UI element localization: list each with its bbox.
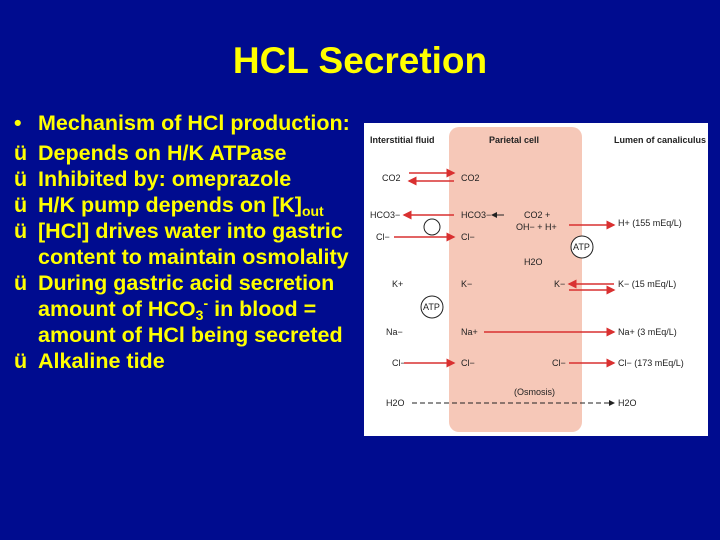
list-item: ü During gastric acid secretion amount of $HCO_3^-$ in blood = amount of HCl being secreted (14, 271, 343, 347)
co2-cell: CO2 (461, 173, 480, 183)
h2o-cell: H2O (524, 257, 543, 267)
k-interstitial: K+ (392, 279, 404, 289)
list-item: ü [HCl] drives water into gastric content to maintain osmolality (14, 219, 349, 269)
cl2-interstitial: Cl− (392, 358, 406, 368)
list-item: ü Depends on H/K ATPase (14, 141, 287, 165)
check-icon: ü (14, 167, 28, 191)
main-bullet-text: Mechanism of HCl production: (38, 111, 350, 135)
bullet-marker: • (14, 111, 22, 135)
list-item: ü Alkaline tide (14, 349, 165, 373)
reaction-bottom: OH− + H+ (516, 222, 557, 232)
h2o-interstitial: H2O (386, 398, 405, 408)
check-icon: ü (14, 349, 28, 373)
list-item: ü H/K pump depends on $[K]_{out}$ (14, 193, 324, 219)
cl2-cell-2: Cl− (552, 358, 566, 368)
hco3-interstitial: HCO3− (370, 210, 401, 220)
anion-exchanger (424, 219, 440, 235)
parietal-cell-diagram (364, 123, 708, 436)
check-icon: ü (14, 219, 28, 243)
na-interstitial: Na− (386, 327, 403, 337)
k-lumen: K− (15 mEq/L) (618, 279, 677, 289)
cl-cell: Cl− (461, 232, 475, 242)
k-cell: K− (461, 279, 473, 289)
cl-interstitial: Cl− (376, 232, 390, 242)
header-interstitial: Interstitial fluid (370, 135, 435, 145)
atp-pump2-label: ATP (423, 302, 440, 312)
h-lumen: H+ (155 mEq/L) (618, 218, 682, 228)
reaction-top: CO2 + (524, 210, 551, 220)
header-lumen: Lumen of canaliculus (614, 135, 707, 145)
bullet-list (14, 110, 384, 374)
k-cell-2: K− (554, 279, 566, 289)
osmosis-label: (Osmosis) (514, 387, 555, 397)
check-icon: ü (14, 271, 28, 295)
na-lumen: Na+ (3 mEq/L) (618, 327, 677, 337)
atp-pump-label: ATP (573, 242, 590, 252)
check-icon: ü (14, 141, 28, 165)
na-cell: Na+ (461, 327, 478, 337)
hco3-cell: HCO3− (461, 210, 492, 220)
slide-title: HCL Secretion (232, 40, 488, 81)
cl2-cell: Cl− (461, 358, 475, 368)
h2o-lumen: H2O (618, 398, 637, 408)
co2-interstitial: CO2 (382, 173, 401, 183)
header-parietal: Parietal cell (489, 135, 540, 145)
check-icon: ü (14, 193, 28, 217)
list-item: ü Inhibited by: omeprazole (14, 167, 292, 191)
main-bullet (14, 110, 384, 136)
cl-lumen: Cl− (173 mEq/L) (618, 358, 684, 368)
